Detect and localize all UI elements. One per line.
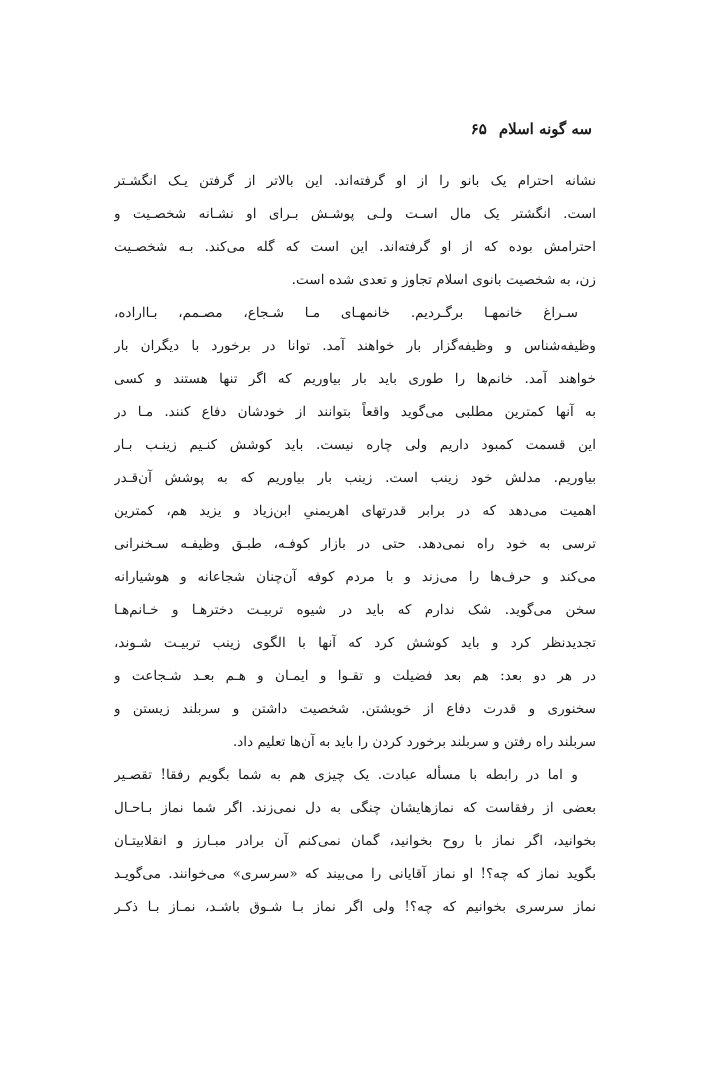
- text-line: به آنها کمترین مطلبی می‌گوید واقعاً بتوانند از خودشان دفاع کنند. مـا در: [114, 404, 596, 420]
- text-line: بگوید نماز که چه؟! او نماز آقایانی را می‌بیند که «سرسری» می‌خوانند. می‌گویـد: [114, 866, 596, 882]
- text-line: تجدیدنظر کرد و باید کوشش کرد که آنها با الگوی زینب تربیـت شـوند،: [114, 635, 596, 651]
- text-line: در هر دو بعد: هم بعد فضیلت و تقـوا و ایمـان و هـم بعـد شـجاعت و: [114, 668, 596, 684]
- text-line: سربلند راه رفتن و سربلند برخورد کردن را باید به آن‌ها تعلیم داد.: [232, 734, 596, 750]
- running-header: [471, 120, 592, 138]
- text-line: خواهند آمد. خانم‌ها را طوری باید بار بیاوریم که اگر تنها هستند و کسی: [114, 371, 596, 387]
- text-line: نشانه احترام یک بانو را از او گرفته‌اند. این بالاتر از گرفتن یـک انگشـتر: [114, 173, 596, 189]
- text-line: ترسی به خود راه نمی‌دهد. حتی در بازار کوفـه، طبـق وظیفـه سـخنرانی: [114, 536, 596, 552]
- text-line: احترامش بوده که از او گرفته‌اند. این است که گله می‌کند. بـه شخصـیت: [114, 239, 596, 255]
- text-line: بخوانید، اگر نماز با روح بخوانید، گمان نمی‌کنم آن برادر مبـارز و انقلابیتـان: [114, 833, 596, 849]
- body-text: [114, 165, 596, 924]
- text-line: نماز سرسری بخوانیم که چه؟! ولی اگر نماز بـا شـوق باشـد، نمـاز بـا ذکـر: [114, 899, 596, 915]
- text-line: بیاوریم. مدلش خود زینب است. زینب بار بیاوریم که به پوشش آن‌قـدر: [114, 470, 596, 486]
- text-line: سخنوری و قدرت دفاع از خویشتن. شخصیت داشتن و سربلند زیستن و: [114, 701, 596, 717]
- text-line: و اما در رابطه با مسأله عبادت. یک چیزی هم به شما بگویم رفقا! تقصـیر: [114, 767, 578, 783]
- text-line: سخن می‌گوید. شک ندارم که باید در شیوه تربیـت دخترهـا و خـانم‌هـا: [114, 602, 596, 618]
- text-line: وظیفه‌شناس و وظیفه‌گزار بار خواهند آمد. توانا در برخورد با دیگران بار: [114, 338, 596, 354]
- text-line: زن، به شخصیت بانوی اسلام تجاوز و تعدی شده است.: [291, 272, 596, 288]
- page-number: ۶۵: [470, 120, 487, 138]
- text-line: می‌کند و حرف‌ها را می‌زند و با مردم کوفه آن‌چنان شجاعانه و هوشیارانه: [114, 569, 596, 585]
- text-line: اهمیت می‌دهد که در برابر قدرتهای اهریمنیِ ابن‌زیاد و یزید هم، کمترین: [114, 503, 596, 519]
- running-title: سه گونه اسلام: [498, 120, 592, 138]
- text-line: است. انگشتر یک مال اسـت ولـی پوشـش بـرای او نشـانه شخصـیت و: [114, 206, 596, 222]
- text-line: این قسمت کمبود داریم ولی چاره نیست. باید کوشش کنـیم زینـب بـار: [114, 437, 596, 453]
- text-line: سـراغ خانمهـا برگـردیم. خانمهـای مـا شـجاع، مصـمم، بـااراده،: [114, 305, 578, 321]
- text-line: بعضی از رفقاست که نمازهایشان چنگی به دل نمی‌زند. اگر شما نماز بـاحـال: [114, 800, 596, 816]
